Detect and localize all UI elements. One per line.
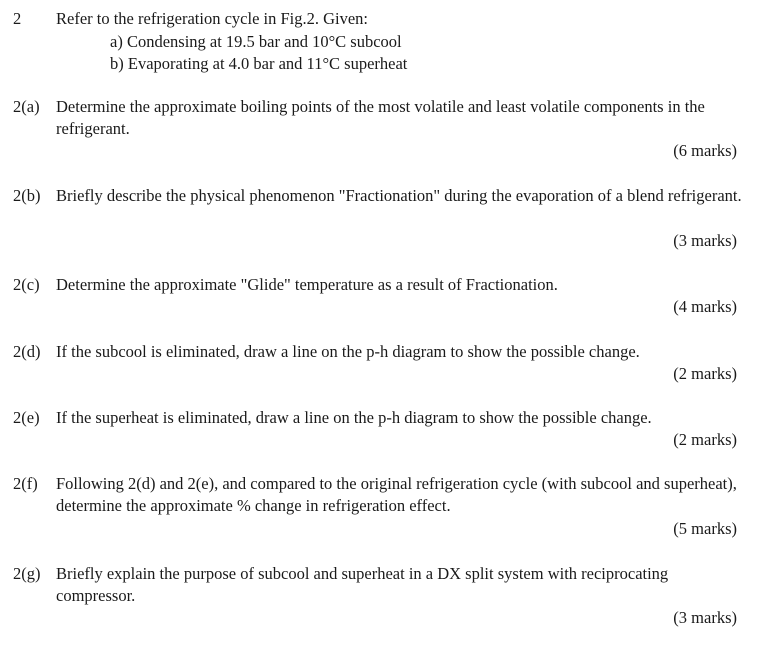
question-text: Determine the approximate boiling points of the most volatile and least volatile components in the refrigerant. bbox=[56, 97, 705, 138]
question-text: If the subcool is eliminated, draw a line on the p-h diagram to show the possible change. bbox=[56, 342, 640, 361]
question-text: Determine the approximate "Glide" temperature as a result of Fractionation. bbox=[56, 275, 558, 294]
question-text: Following 2(d) and 2(e), and compared to the original refrigeration cycle (with subcool and superheat), determine the approximate % change in refrigeration effect. bbox=[56, 474, 737, 515]
marks-label: (2 marks) bbox=[673, 364, 737, 383]
marks-label: (3 marks) bbox=[673, 608, 737, 627]
question-number: 2(e) bbox=[13, 408, 40, 427]
question-text: Refer to the refrigeration cycle in Fig.2. Given: bbox=[56, 9, 369, 28]
given-item-a: a) Condensing at 19.5 bar and 10°C subcool bbox=[110, 32, 402, 51]
question-number: 2(f) bbox=[13, 474, 38, 493]
question-text: Briefly describe the physical phenomenon "Fractionation" during the evaporation of a blend refrigerant. bbox=[56, 186, 742, 205]
marks-label: (5 marks) bbox=[673, 519, 737, 538]
given-item-b: b) Evaporating at 4.0 bar and 11°C superheat bbox=[110, 54, 408, 73]
question-number: 2(a) bbox=[13, 97, 40, 116]
marks-label: (2 marks) bbox=[673, 430, 737, 449]
question-number: 2(b) bbox=[13, 186, 41, 205]
question-number: 2(d) bbox=[13, 342, 41, 361]
question-number: 2(g) bbox=[13, 564, 41, 583]
marks-label: (6 marks) bbox=[673, 141, 737, 160]
question-text: Briefly explain the purpose of subcool and superheat in a DX split system with reciprocating compressor. bbox=[56, 564, 669, 605]
marks-label: (4 marks) bbox=[673, 297, 737, 316]
question-text: If the superheat is eliminated, draw a line on the p-h diagram to show the possible change. bbox=[56, 408, 652, 427]
question-number: 2(c) bbox=[13, 275, 40, 294]
question-number: 2 bbox=[13, 9, 22, 28]
marks-label: (3 marks) bbox=[673, 231, 737, 250]
